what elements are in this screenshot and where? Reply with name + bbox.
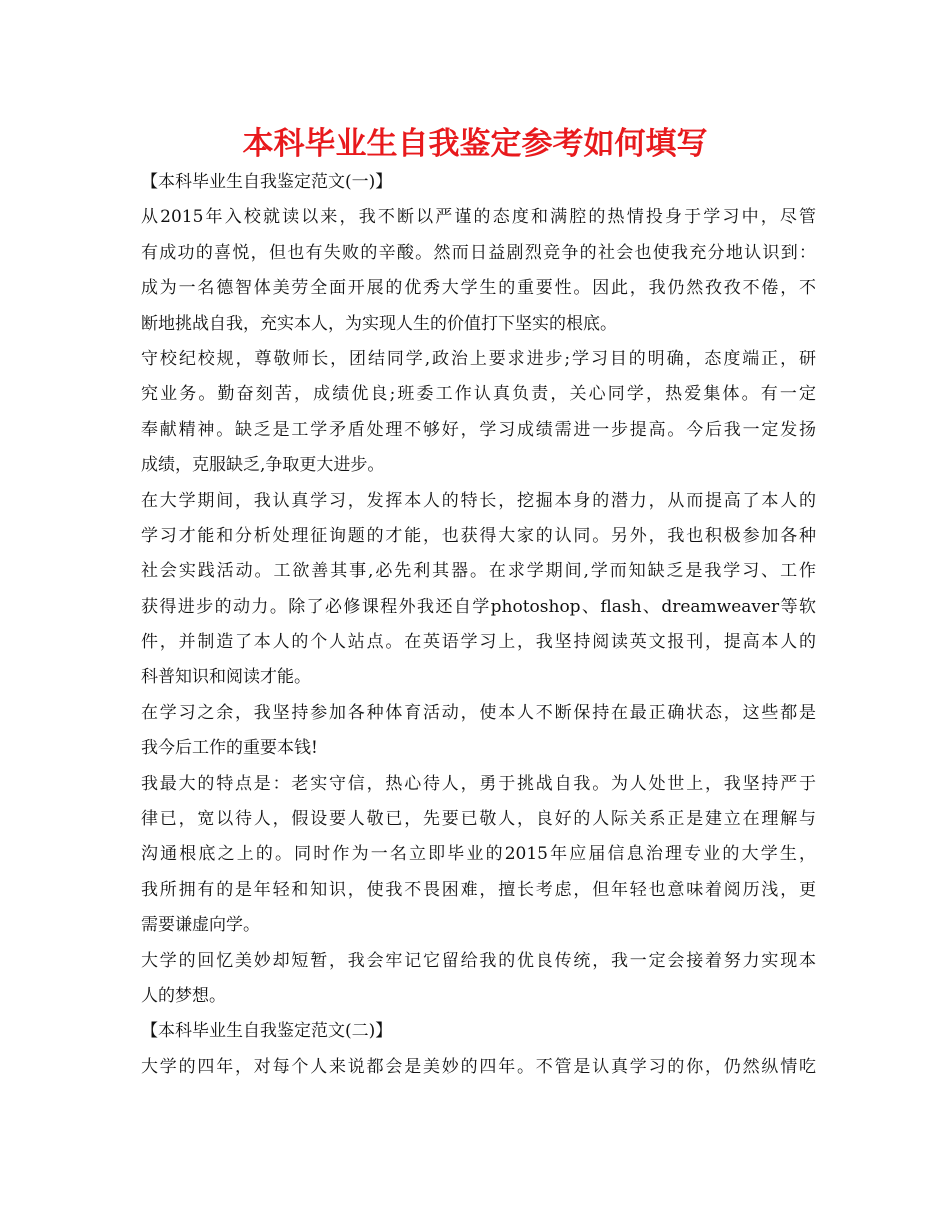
text-line: 需要谦虚向学。 (141, 915, 260, 936)
text-line: 科普知识和阅读才能。 (141, 667, 311, 688)
text-line: 大学的回忆美妙却短暂，我会牢记它留给我的优良传统，我一定会接着努力实现本 (141, 950, 816, 971)
text-line: 律已，宽以待人，假设要人敬已，先要已敬人，良好的人际关系正是建立在理解与 (141, 809, 816, 830)
text-line: 守校纪校规，尊敬师长，团结同学,政治上要求进步;学习目的明确，态度端正，研 (141, 348, 816, 369)
text-line: 我今后工作的重要本钱! (141, 738, 318, 759)
text-line: 从2015年入校就读以来，我不断以严谨的态度和满腔的热情投身于学习中，尽管 (141, 207, 816, 228)
text-line: 沟通根底之上的。同时作为一名立即毕业的2015年应届信息治理专业的大学生， (141, 844, 816, 865)
text-line: 我最大的特点是：老实守信，热心待人，勇于挑战自我。为人处世上，我坚持严于 (141, 773, 816, 794)
text-line: 【本科毕业生自我鉴定范文(一)】 (141, 172, 393, 192)
document-title: 本科毕业生自我鉴定参考如何填写 (242, 126, 708, 162)
text-line: 【本科毕业生自我鉴定范文(二)】 (141, 1021, 393, 1042)
text-line: 社会实践活动。工欲善其事,必先利其器。在求学期间,学而知缺乏是我学习、工作 (141, 561, 816, 582)
text-line: 在学习之余，我坚持参加各种体育活动，使本人不断保持在最正确状态，这些都是 (141, 702, 816, 723)
text-line: 在大学期间，我认真学习，发挥本人的特长，挖掘本身的潜力，从而提高了本人的 (141, 490, 816, 511)
text-line: 奉献精神。缺乏是工学矛盾处理不够好，学习成绩需进一步提高。今后我一定发扬 (141, 419, 816, 440)
document-body (141, 165, 816, 1085)
text-line: 学习才能和分析处理征询题的才能，也获得大家的认同。另外，我也积极参加各种 (141, 525, 816, 546)
text-line: 成为一名德智体美劳全面开展的优秀大学生的重要性。因此，我仍然孜孜不倦，不 (141, 278, 816, 299)
text-line: 成绩，克服缺乏,争取更大进步。 (141, 455, 385, 476)
text-line: 人的梦想。 (141, 985, 226, 1006)
text-line: 件，并制造了本人的个人站点。在英语学习上，我坚持阅读英文报刊，提高本人的 (141, 632, 816, 653)
text-line: 究业务。勤奋刻苦，成绩优良;班委工作认真负责，关心同学，热爱集体。有一定 (141, 384, 816, 405)
text-line: 获得进步的动力。除了必修课程外我还自学photoshop、flash、dreamweaver等软 (141, 596, 816, 617)
text-line: 断地挑战自我，充实本人，为实现人生的价值打下坚实的根底。 (141, 313, 617, 334)
text-line: 大学的四年，对每个人来说都会是美妙的四年。不管是认真学习的你，仍然纵情吃 (141, 1056, 816, 1077)
text-line: 我所拥有的是年轻和知识，使我不畏困难，擅长考虑，但年轻也意味着阅历浅，更 (141, 879, 816, 900)
text-line: 有成功的喜悦，但也有失败的辛酸。然而日益剧烈竞争的社会也使我充分地认识到： (141, 242, 816, 263)
